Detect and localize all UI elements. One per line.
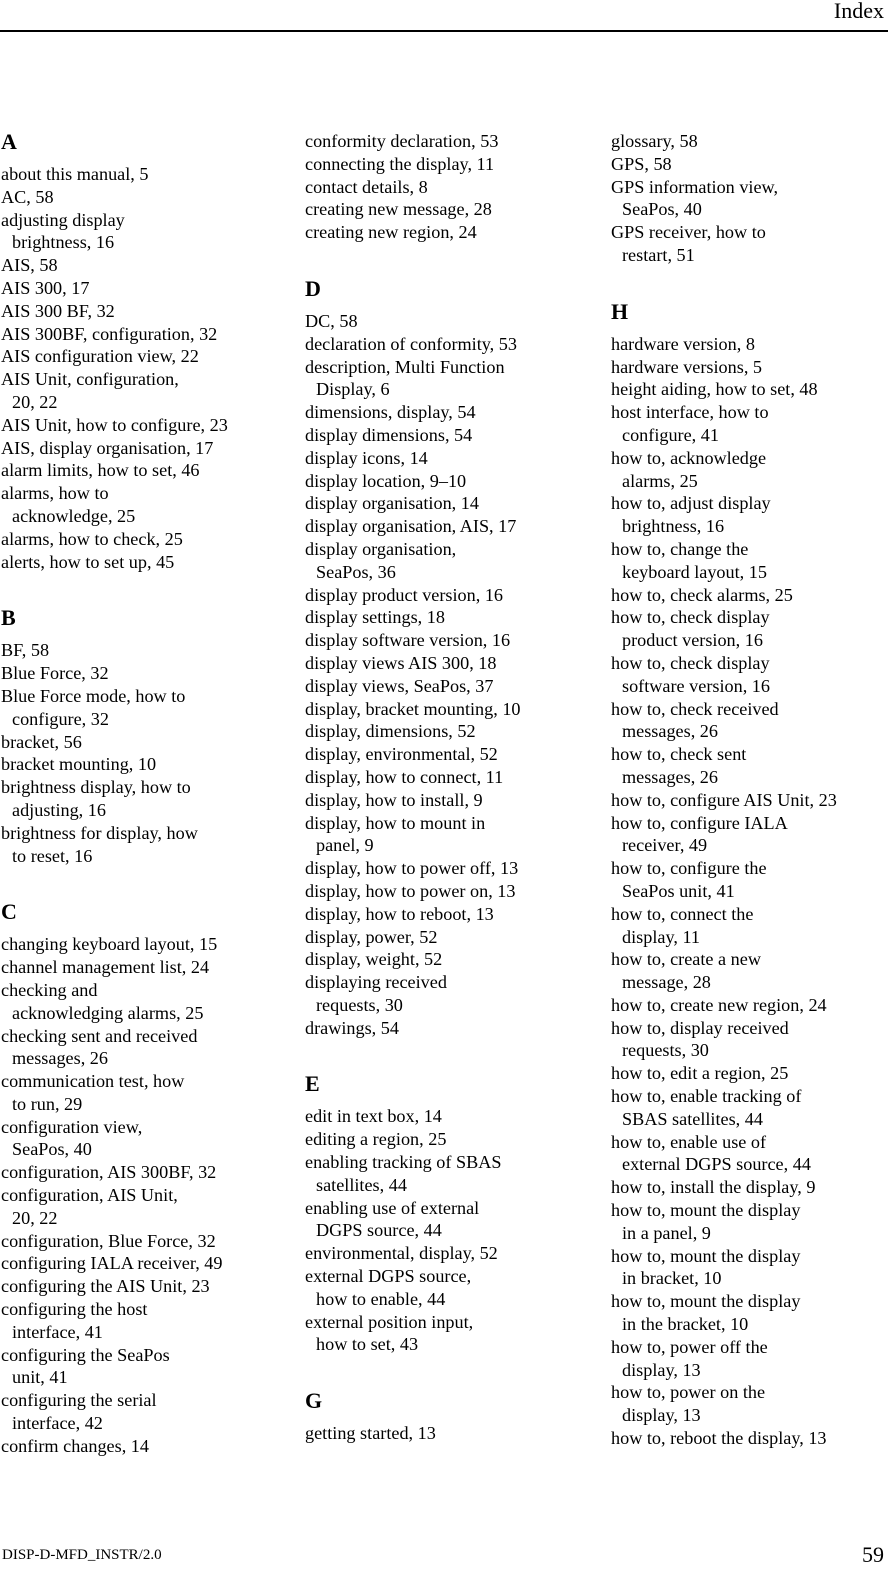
index-entry-term: height aiding, how to set, 48 [611, 379, 818, 400]
index-entry [305, 880, 595, 903]
index-entry [611, 401, 888, 447]
index-entry [611, 606, 888, 652]
index-entry-term: display organisation, AIS, 17 [305, 516, 517, 537]
index-entry [305, 538, 595, 584]
index-entry-continuation: to run, 29 [12, 1093, 83, 1114]
index-entry-term: display, power, 52 [305, 926, 438, 947]
index-entry-continuation: how to enable, 44 [316, 1288, 446, 1309]
index-entry-term: how to, install the display, 9 [611, 1177, 816, 1198]
index-entry [611, 333, 888, 356]
page-header-title: Index [833, 0, 884, 23]
index-entry-term: configuring the serial [1, 1390, 157, 1411]
index-entry-continuation: in bracket, 10 [622, 1268, 722, 1289]
index-entry-term: BF, 58 [1, 640, 50, 661]
index-entry-continuation: to reset, 16 [12, 845, 93, 866]
index-entry [1, 1344, 291, 1390]
index-entry-term: edit in text box, 14 [305, 1106, 442, 1127]
index-entry-term: display, how to mount in [305, 812, 486, 833]
index-entry-term: display, how to connect, 11 [305, 766, 504, 787]
index-entry-term: GPS receiver, how to [611, 222, 766, 243]
index-entry [611, 1199, 888, 1245]
index-entry [1, 685, 291, 731]
index-entry-continuation: software version, 16 [622, 675, 770, 696]
index-entry-term: connecting the display, 11 [305, 153, 495, 174]
index-entry-term: description, Multi Function [305, 356, 505, 377]
index-entry [1, 1025, 291, 1071]
index-group [305, 1072, 595, 1356]
index-entry [305, 1242, 595, 1265]
index-entry [611, 857, 888, 903]
index-entry [305, 1017, 595, 1040]
index-entry [1, 414, 291, 437]
index-entry-term: how to, connect the [611, 903, 754, 924]
index-entry [305, 606, 595, 629]
index-entry-term: how to, create new region, 24 [611, 994, 827, 1015]
index-entry-continuation: panel, 9 [316, 835, 374, 856]
index-entry [305, 401, 595, 424]
page-number: 59 [862, 1542, 884, 1567]
index-entry [1, 753, 291, 776]
index-entry-term: AIS configuration view, 22 [1, 346, 199, 367]
index-entry-term: display, how to reboot, 13 [305, 903, 494, 924]
index-entry-term: GPS information view, [611, 176, 779, 197]
index-entry-term: AIS 300 BF, 32 [1, 300, 115, 321]
index-entry [1, 979, 291, 1025]
index-entry-term: how to, reboot the display, 13 [611, 1428, 827, 1449]
index-entry [611, 447, 888, 493]
index-entry [305, 789, 595, 812]
index-entry-continuation: acknowledge, 25 [12, 505, 136, 526]
index-entry [305, 766, 595, 789]
index-entry [611, 130, 888, 153]
index-entry-term: external position input, [305, 1311, 474, 1332]
index-entry-term: display, dimensions, 52 [305, 721, 476, 742]
index-entry-continuation: Display, 6 [316, 379, 390, 400]
index-entry-continuation: brightness, 16 [622, 516, 725, 537]
section-letter: E [305, 1071, 320, 1097]
index-entry [305, 424, 595, 447]
index-entry [1, 186, 291, 209]
index-entry-term: hardware versions, 5 [611, 356, 763, 377]
index-entry [611, 1290, 888, 1336]
index-group [1, 606, 291, 867]
index-entry [305, 1197, 595, 1243]
index-group [611, 300, 888, 1450]
index-entry-term: display dimensions, 54 [305, 424, 473, 445]
index-entry [1, 662, 291, 685]
index-entry [611, 378, 888, 401]
index-entry [305, 926, 595, 949]
index-entry-term: display, environmental, 52 [305, 744, 498, 765]
index-entry-term: bracket, 56 [1, 731, 82, 752]
index-entry-term: configuring the SeaPos [1, 1344, 170, 1365]
index-entry [611, 994, 888, 1017]
index-entry [1, 300, 291, 323]
index-group [1, 130, 291, 573]
index-entry-term: display, weight, 52 [305, 949, 443, 970]
section-letter: G [305, 1388, 323, 1414]
index-entry [1, 1070, 291, 1116]
index-entry [1, 459, 291, 482]
index-entry [1, 1275, 291, 1298]
index-entry-term: display views AIS 300, 18 [305, 652, 497, 673]
index-entry-continuation: requests, 30 [622, 1040, 709, 1061]
index-entry-term: display product version, 16 [305, 584, 504, 605]
index-entry-term: Blue Force, 32 [1, 663, 109, 684]
index-entry-term: how to, edit a region, 25 [611, 1063, 789, 1084]
index-entry-term: display, bracket mounting, 10 [305, 698, 521, 719]
index-entry [305, 515, 595, 538]
index-entry-continuation: receiver, 49 [622, 835, 708, 856]
index-group [611, 130, 888, 267]
index-entry [305, 1105, 595, 1128]
index-entry-continuation: external DGPS source, 44 [622, 1154, 811, 1175]
index-group [1, 900, 291, 1457]
index-entry-continuation: product version, 16 [622, 630, 763, 651]
index-entry-continuation: configure, 32 [12, 708, 109, 729]
index-entry-term: creating new region, 24 [305, 222, 477, 243]
index-entry-term: display views, SeaPos, 37 [305, 675, 494, 696]
index-entry-term: display location, 9–10 [305, 470, 467, 491]
index-entry-term: creating new message, 28 [305, 199, 492, 220]
index-entry [611, 538, 888, 584]
index-entry-term: how to, configure the [611, 858, 767, 879]
index-entry-term: how to, mount the display [611, 1291, 801, 1312]
index-entry-term: DC, 58 [305, 310, 358, 331]
index-entry-term: checking sent and received [1, 1025, 198, 1046]
index-entry-term: adjusting display [1, 209, 125, 230]
index-entry [611, 743, 888, 789]
index-entry-term: AC, 58 [1, 186, 54, 207]
index-entry-term: displaying received [305, 972, 447, 993]
index-entry-term: how to, enable tracking of [611, 1086, 802, 1107]
index-entry-term: how to, configure IALA [611, 812, 788, 833]
index-entry-term: conformity declaration, 53 [305, 131, 499, 151]
index-entry [1, 209, 291, 255]
index-entry [611, 176, 888, 222]
index-entry [305, 629, 595, 652]
index-entry-term: how to, mount the display [611, 1200, 801, 1221]
index-entry [305, 857, 595, 880]
index-entry [305, 971, 595, 1017]
section-letter: A [1, 129, 17, 154]
index-entry [1, 639, 291, 662]
index-entry [305, 812, 595, 858]
header-rule [0, 30, 888, 32]
index-entry [305, 1265, 595, 1311]
index-entry [611, 1176, 888, 1199]
index-entry-term: GPS, 58 [611, 153, 672, 174]
index-entry-term: configuring IALA receiver, 49 [1, 1253, 223, 1274]
index-entry-term: how to, mount the display [611, 1245, 801, 1266]
section-letter: C [1, 899, 17, 925]
index-entry-continuation: SeaPos unit, 41 [622, 880, 735, 901]
index-entry [1, 1298, 291, 1344]
index-entry-term: how to, power on the [611, 1382, 766, 1403]
index-entry-term: external DGPS source, [305, 1266, 472, 1287]
index-entry-term: getting started, 13 [305, 1423, 436, 1444]
index-group [305, 1389, 595, 1445]
index-entry [1, 254, 291, 277]
index-group [305, 277, 595, 1040]
index-entry-term: configuration view, [1, 1116, 143, 1137]
index-entry [611, 1245, 888, 1291]
index-entry [611, 356, 888, 379]
index-entry-continuation: messages, 26 [12, 1048, 108, 1069]
index-entry-term: how to, check received [611, 698, 779, 719]
index-entry-term: about this manual, 5 [1, 164, 149, 184]
index-entry [611, 1381, 888, 1427]
index-entry [611, 948, 888, 994]
index-entry [305, 652, 595, 675]
index-column-1 [1, 130, 291, 1458]
index-entry [1, 776, 291, 822]
index-entry-term: how to, adjust display [611, 493, 771, 514]
index-entry-continuation: adjusting, 16 [12, 799, 106, 820]
index-entry-continuation: satellites, 44 [316, 1174, 407, 1195]
index-entry-continuation: acknowledging alarms, 25 [12, 1002, 204, 1023]
index-entry-term: AIS Unit, configuration, [1, 369, 179, 390]
index-entry-term: how to, check sent [611, 744, 747, 765]
index-entry-term: how to, configure AIS Unit, 23 [611, 789, 837, 810]
index-entry-term: AIS Unit, how to configure, 23 [1, 414, 228, 435]
index-entry [305, 333, 595, 356]
index-entry-continuation: SeaPos, 40 [12, 1139, 92, 1160]
index-entry [305, 153, 595, 176]
index-entry [1, 1184, 291, 1230]
index-entry-continuation: 20, 22 [12, 391, 58, 412]
index-entry-continuation: brightness, 16 [12, 232, 115, 253]
index-entry-continuation: SBAS satellites, 44 [622, 1108, 763, 1129]
index-entry-term: how to, create a new [611, 949, 761, 970]
index-entry-term: alarm limits, how to set, 46 [1, 460, 200, 481]
index-entry-term: how to, power off the [611, 1336, 768, 1357]
index-entry-term: alarms, how to check, 25 [1, 528, 183, 549]
index-entry-term: bracket mounting, 10 [1, 754, 157, 775]
index-entry-term: configuring the host [1, 1299, 148, 1320]
index-entry-term: alerts, how to set up, 45 [1, 551, 175, 572]
index-entry-term: Blue Force mode, how to [1, 685, 186, 706]
index-entry [1, 1116, 291, 1162]
index-entry [305, 447, 595, 470]
index-entry-term: alarms, how to [1, 483, 109, 504]
index-entry [1, 1252, 291, 1275]
index-entry-term: how to, check alarms, 25 [611, 584, 793, 605]
index-entry [1, 956, 291, 979]
index-entry-continuation: in the bracket, 10 [622, 1314, 749, 1335]
index-entry [611, 652, 888, 698]
index-entry [305, 221, 595, 244]
index-entry [1, 163, 291, 186]
index-entry [305, 903, 595, 926]
index-entry-term: communication test, how [1, 1071, 185, 1092]
index-entry-continuation: how to set, 43 [316, 1334, 419, 1355]
index-column-3 [611, 130, 888, 1450]
index-entry [305, 176, 595, 199]
index-entry [305, 1151, 595, 1197]
index-entry-continuation: alarms, 25 [622, 470, 698, 491]
index-entry [1, 1389, 291, 1435]
index-entry-term: how to, acknowledge [611, 447, 767, 468]
index-entry-term: checking and [1, 979, 98, 1000]
index-column-2 [305, 130, 595, 1445]
section-letter: B [1, 605, 16, 631]
index-entry [305, 356, 595, 402]
index-entry-term: host interface, how to [611, 402, 769, 423]
index-entry [305, 720, 595, 743]
index-entry [1, 551, 291, 574]
index-entry [1, 528, 291, 551]
index-entry-term: dimensions, display, 54 [305, 402, 476, 423]
index-entry [611, 153, 888, 176]
index-entry-continuation: in a panel, 9 [622, 1222, 711, 1243]
index-entry-term: brightness display, how to [1, 777, 191, 798]
index-entry [305, 675, 595, 698]
index-entry [1, 1230, 291, 1253]
index-entry [611, 1062, 888, 1085]
index-entry-continuation: display, 11 [622, 926, 700, 947]
index-entry-continuation: configure, 41 [622, 424, 719, 445]
index-entry-continuation: SeaPos, 40 [622, 199, 702, 220]
index-entry-term: changing keyboard layout, 15 [1, 934, 218, 955]
index-entry-continuation: interface, 42 [12, 1413, 103, 1434]
index-entry-continuation: display, 13 [622, 1405, 701, 1426]
index-entry-term: AIS 300, 17 [1, 277, 90, 298]
index-entry-term: contact details, 8 [305, 176, 428, 197]
index-entry-continuation: keyboard layout, 15 [622, 561, 767, 582]
index-entry [611, 221, 888, 267]
index-entry [305, 198, 595, 221]
index-entry [305, 1311, 595, 1357]
index-entry-term: AIS, display organisation, 17 [1, 437, 214, 458]
index-entry-term: display, how to power on, 13 [305, 880, 516, 901]
index-entry [611, 584, 888, 607]
index-entry-continuation: display, 13 [622, 1359, 701, 1380]
index-entry [611, 1336, 888, 1382]
index-group [305, 130, 595, 244]
index-entry [305, 130, 595, 153]
document-id: DISP-D-MFD_INSTR/2.0 [2, 1547, 162, 1563]
index-entry [1, 277, 291, 300]
index-entry-continuation: interface, 41 [12, 1321, 103, 1342]
index-entry-continuation: DGPS source, 44 [316, 1220, 442, 1241]
index-entry [305, 743, 595, 766]
index-entry-term: configuration, AIS 300BF, 32 [1, 1162, 217, 1183]
index-entry-term: display settings, 18 [305, 607, 445, 628]
index-entry-term: how to, check display [611, 652, 770, 673]
index-entry-continuation: unit, 41 [12, 1367, 68, 1388]
index-entry-term: AIS 300BF, configuration, 32 [1, 323, 218, 344]
index-entry [1, 368, 291, 414]
index-entry-term: display icons, 14 [305, 447, 428, 468]
index-entry [305, 310, 595, 333]
index-entry-continuation: message, 28 [622, 972, 711, 993]
index-entry [611, 1131, 888, 1177]
index-entry-term: display organisation, [305, 538, 457, 559]
index-entry [305, 948, 595, 971]
index-entry [611, 812, 888, 858]
index-entry [305, 698, 595, 721]
index-entry [305, 492, 595, 515]
index-entry [611, 1085, 888, 1131]
section-letter: H [611, 298, 629, 324]
index-entry-continuation: restart, 51 [622, 244, 695, 265]
index-entry [1, 437, 291, 460]
index-entry-term: environmental, display, 52 [305, 1243, 498, 1264]
index-entry-term: display, how to install, 9 [305, 789, 483, 810]
index-entry [305, 584, 595, 607]
index-entry [611, 903, 888, 949]
index-entry [611, 492, 888, 538]
index-entry [1, 822, 291, 868]
index-entry-term: display organisation, 14 [305, 493, 479, 514]
index-entry-term: how to, check display [611, 607, 770, 628]
index-entry-term: confirm changes, 14 [1, 1435, 149, 1456]
index-entry-term: configuration, Blue Force, 32 [1, 1230, 216, 1251]
index-entry [305, 470, 595, 493]
index-entry [1, 345, 291, 368]
index-entry-term: glossary, 58 [611, 131, 698, 151]
index-entry-term: channel management list, 24 [1, 957, 210, 978]
index-entry-term: AIS, 58 [1, 255, 58, 276]
index-entry [1, 933, 291, 956]
index-entry [1, 731, 291, 754]
index-entry [1, 1435, 291, 1458]
index-entry-term: how to, change the [611, 538, 749, 559]
index-entry-term: drawings, 54 [305, 1017, 399, 1038]
index-entry-term: hardware version, 8 [611, 333, 755, 354]
index-entry-term: brightness for display, how [1, 822, 198, 843]
index-entry-continuation: 20, 22 [12, 1207, 58, 1228]
index-entry [1, 323, 291, 346]
section-letter: D [305, 275, 321, 301]
index-entry-term: how to, enable use of [611, 1131, 767, 1152]
index-entry [305, 1422, 595, 1445]
index-entry-term: configuration, AIS Unit, [1, 1185, 178, 1206]
index-entry [305, 1128, 595, 1151]
index-entry-term: enabling use of external [305, 1197, 480, 1218]
index-entry [611, 789, 888, 812]
index-entry-term: how to, display received [611, 1017, 789, 1038]
index-entry [611, 1017, 888, 1063]
index-entry [611, 1427, 888, 1450]
index-entry [611, 698, 888, 744]
index-entry-continuation: requests, 30 [316, 994, 403, 1015]
index-entry-term: editing a region, 25 [305, 1129, 447, 1150]
index-entry-continuation: SeaPos, 36 [316, 561, 396, 582]
index-entry [1, 1161, 291, 1184]
index-entry-continuation: messages, 26 [622, 721, 718, 742]
index-entry-continuation: messages, 26 [622, 766, 718, 787]
index-entry [1, 482, 291, 528]
index-entry-term: configuring the AIS Unit, 23 [1, 1276, 210, 1297]
index-entry-term: display, how to power off, 13 [305, 858, 519, 879]
index-entry-term: declaration of conformity, 53 [305, 333, 517, 354]
index-entry-term: enabling tracking of SBAS [305, 1152, 502, 1173]
index-entry-term: display software version, 16 [305, 630, 511, 651]
